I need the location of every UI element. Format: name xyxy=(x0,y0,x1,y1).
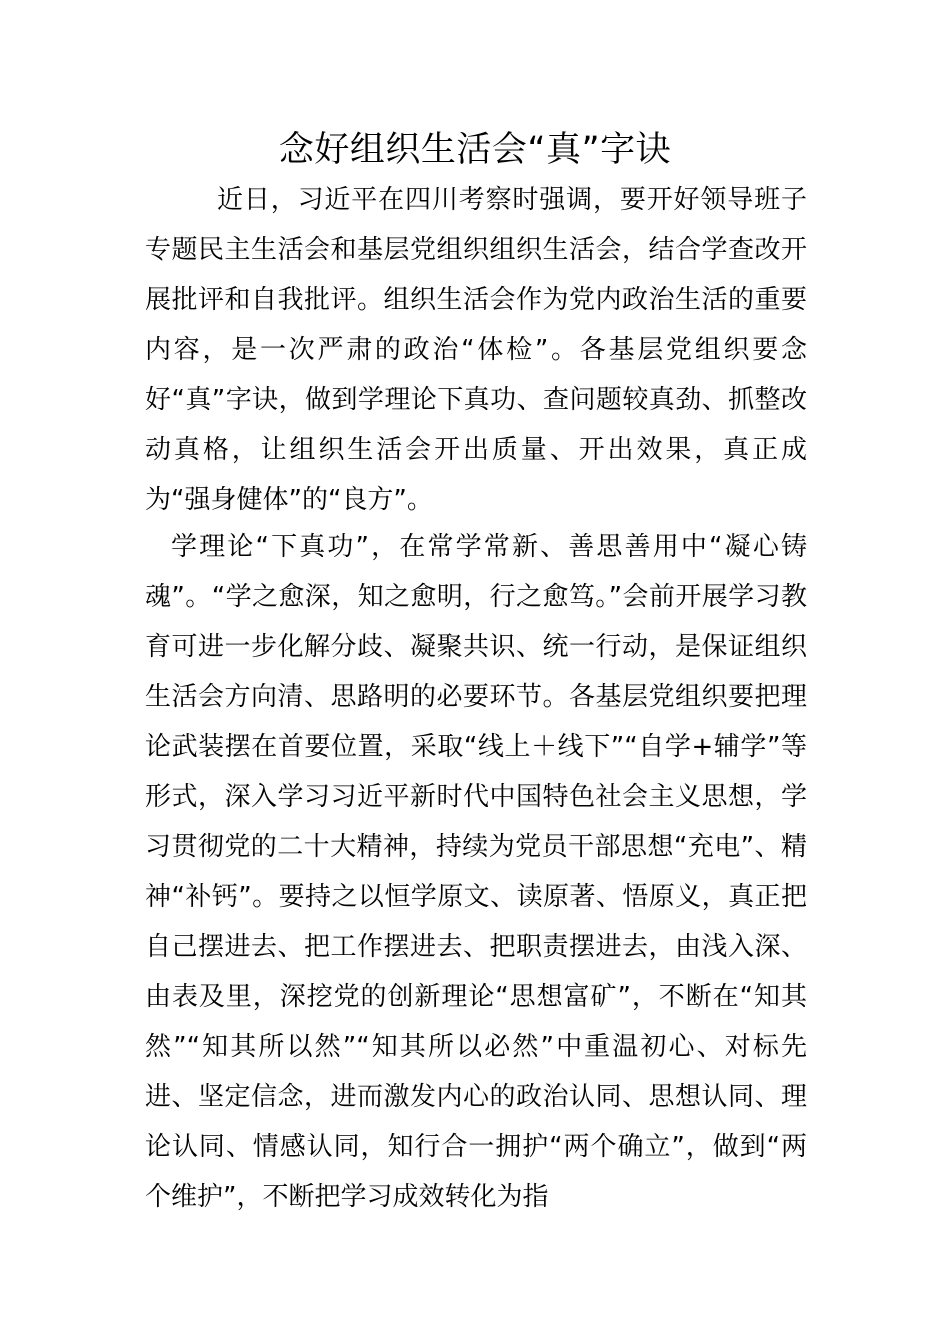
document-title: 念好组织生活会“真”字诀 xyxy=(278,130,672,170)
paragraph-intro: 近日，习近平在四川考察时强调，要开好领导班子专题民主生活会和基层党组织组织生活会，结合学查改开展批评和自我批评。组织生活会作为党内政治生活的重要内容，是一次严肃的政治“体检”。各基层党组织要念好“真”字诀，做到学理论下真功、查问题较真劲、抓整改动真格，让组织生活会开出质量、开出效果，真正成为“强身健体”的“良方”。 xyxy=(145,185,807,515)
paragraph-study-theory: 学理论“下真功”，在常学常新、善思善用中“凝心铸魂”。“学之愈深，知之愈明，行之愈笃。”会前开展学习教育可进一步化解分歧、凝聚共识、统一行动，是保证组织生活会方向清、思路明的必要环节。各基层党组织要把理论武装摆在首要位置，采取“线上＋线下”“自学+辅学”等形式，深入学习习近平新时代中国特色社会主义思想，学习贯彻党的二十大精神，持续为党员干部思想“充电”、精神“补钙”。要持之以恒学原文、读原著、悟原义，真正把自己摆进去、把工作摆进去、把职责摆进去，由浅入深、由表及里，深挖党的创新理论“思想富矿”，不断在“知其然”“知其所以然”“知其所以必然”中重温初心、对标先进、坚定信念，进而激发内心的政治认同、思想认同、理论认同、情感认同，知行合一拥护“两个确立”，做到“两个维护”，不断把学习成效转化为指 xyxy=(145,532,807,1212)
